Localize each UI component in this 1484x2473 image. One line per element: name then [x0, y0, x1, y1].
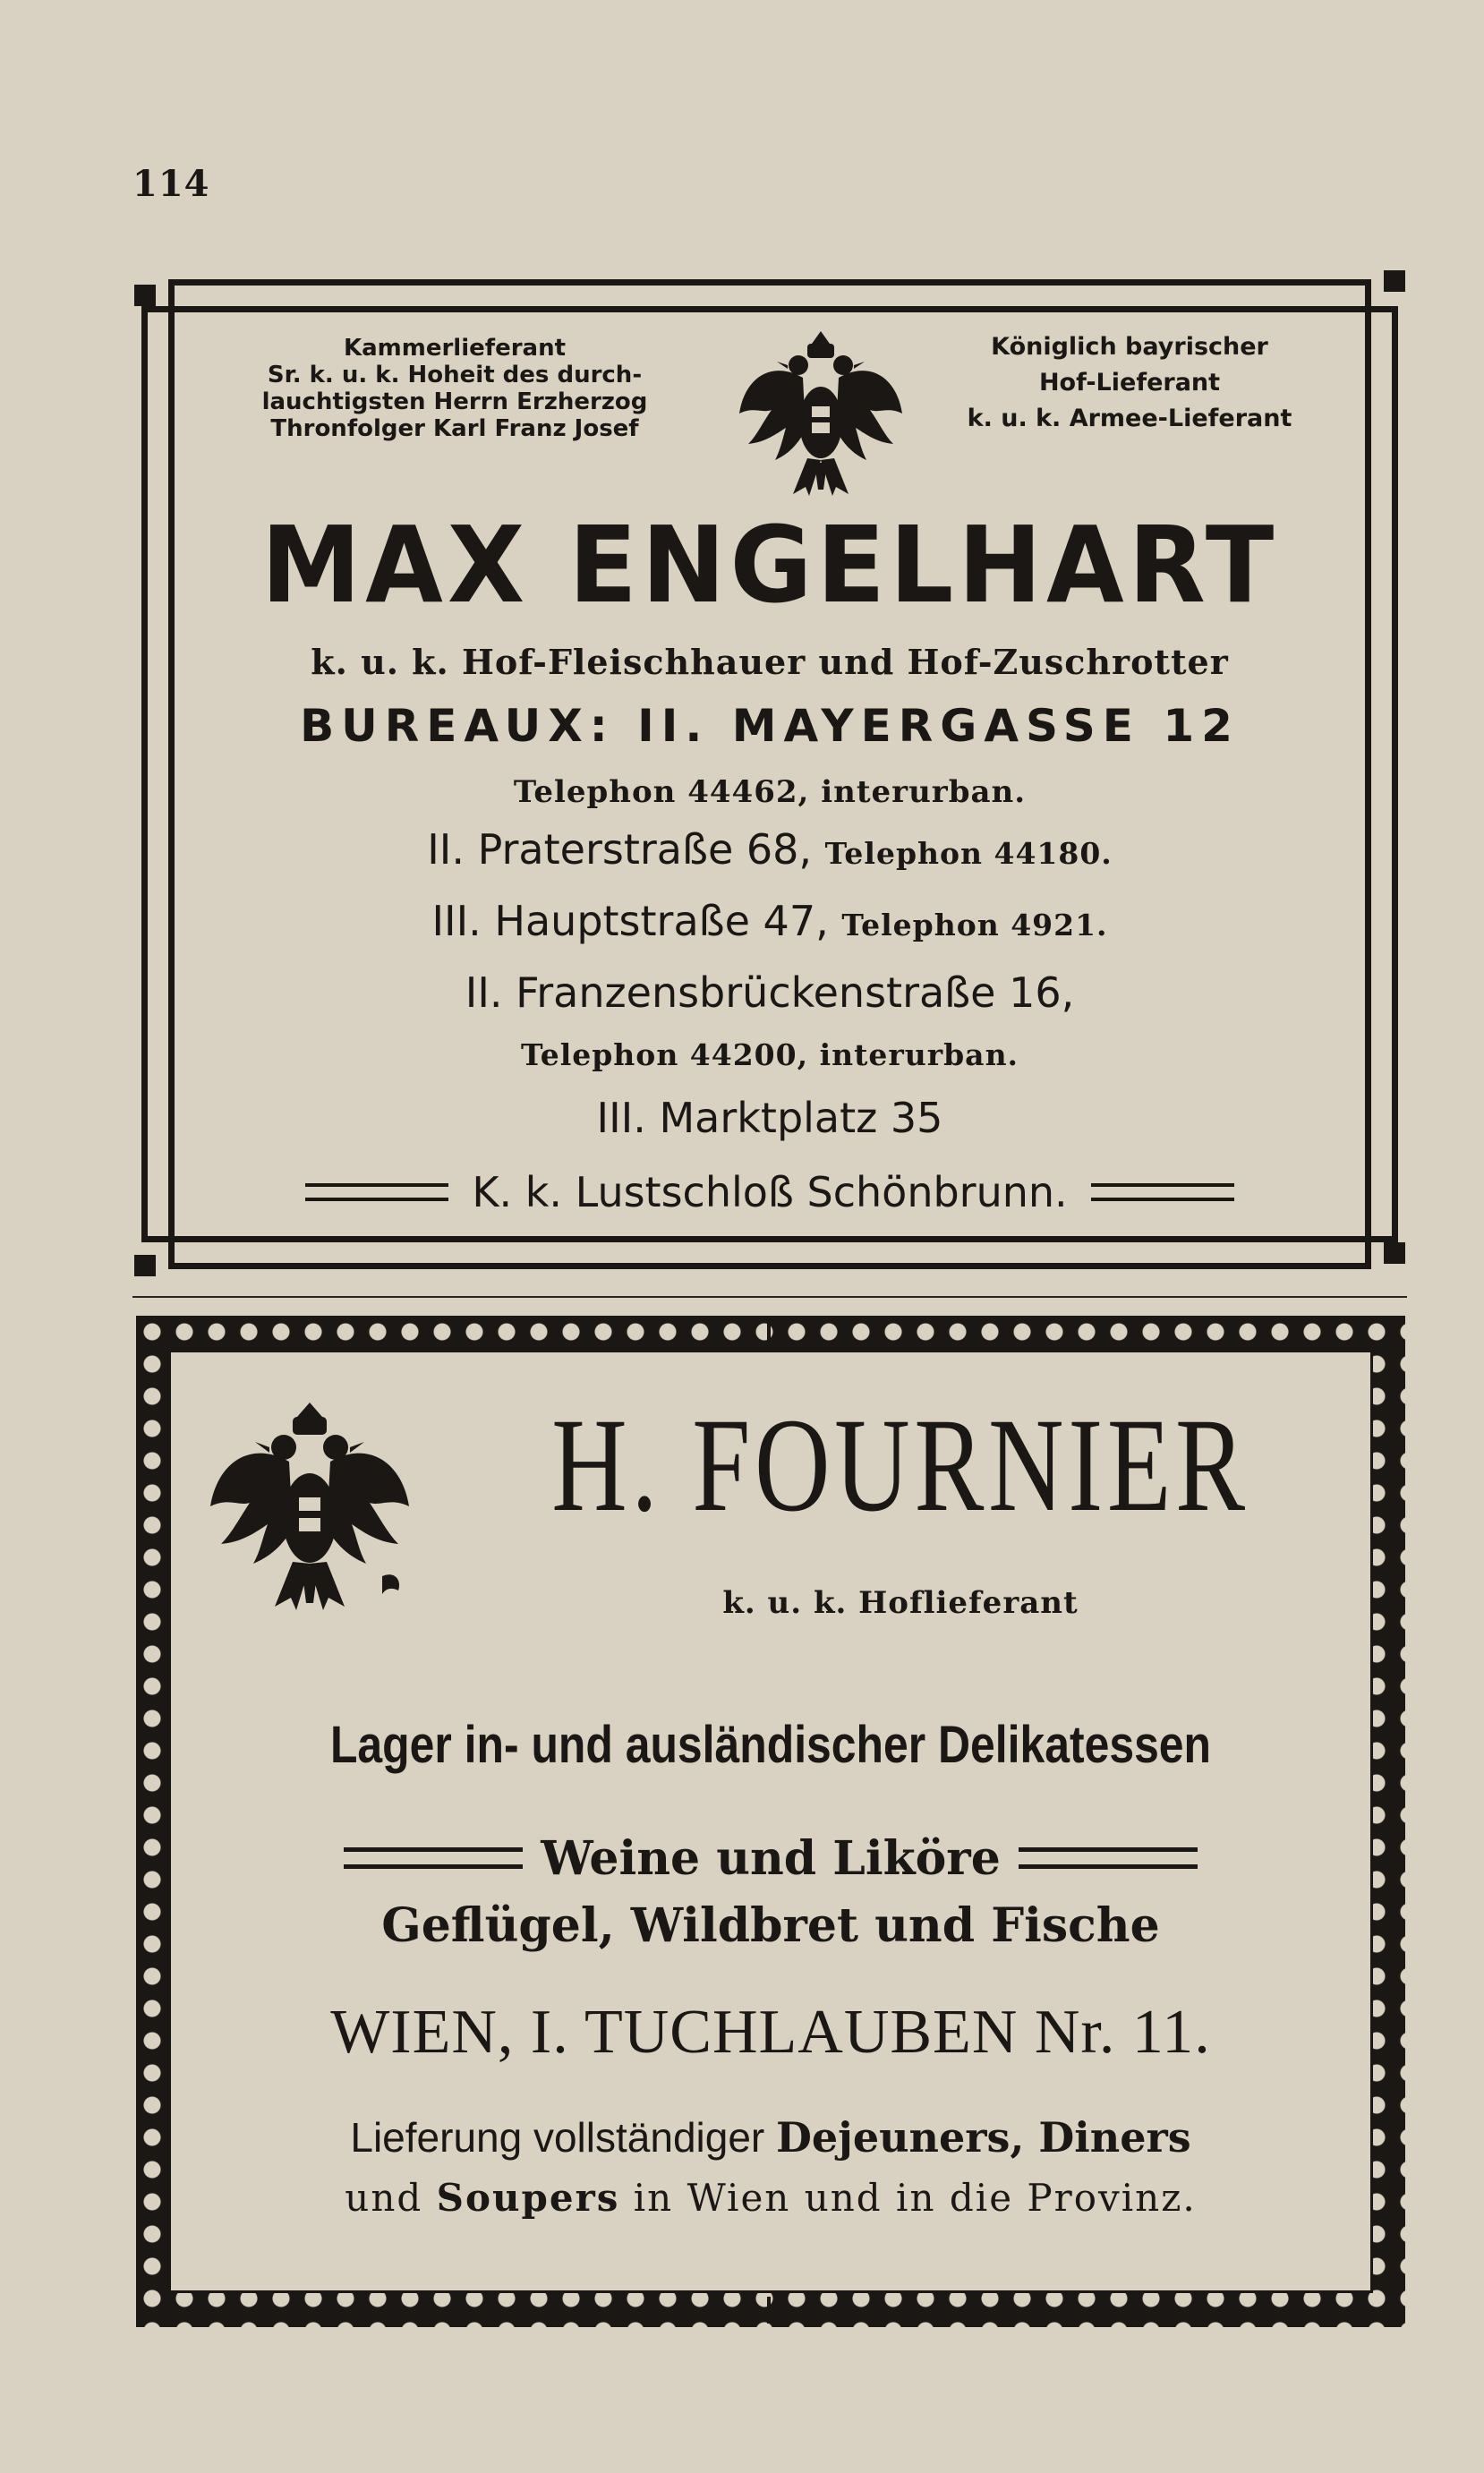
branch-telephone: Telephon 44200, interurban.: [520, 1037, 1019, 1072]
palace-line: [186, 1165, 1353, 1219]
double-rule: [1019, 1847, 1198, 1869]
double-headed-eagle-icon: [207, 1397, 413, 1621]
corner-ornament: [1384, 1242, 1405, 1264]
double-rule: [344, 1847, 523, 1869]
wines-line: [171, 1827, 1370, 1889]
double-rule: [1091, 1183, 1234, 1201]
engelhart-advertisement: [132, 270, 1407, 1278]
purveyor-right-line: k. u. k. Armee-Lieferant: [967, 405, 1292, 432]
firm-name: H. FOURNIER: [551, 1391, 1249, 1539]
branch-telephone: Telephon 4921.: [841, 908, 1108, 942]
wines-label: Weine und Liköre: [541, 1830, 1001, 1886]
border-divider: [767, 1319, 771, 1346]
delivery-text: Lieferung vollständiger: [350, 2114, 765, 2161]
fournier-content: [168, 1350, 1373, 2293]
delivery-emphasis: Soupers: [436, 2176, 620, 2220]
delivery-line: [171, 2113, 1370, 2162]
bureaux-telephone: Telephon 44462, interurban.: [513, 774, 1027, 810]
engelhart-content: [186, 324, 1353, 1224]
purveyor-left-line: Kammerlieferant: [343, 335, 567, 362]
border-divider: [767, 2297, 771, 2324]
poultry-line: Geflügel, Wildbret und Fische: [381, 1898, 1160, 1953]
purveyor-left: [222, 335, 687, 442]
corner-ornament: [134, 1255, 156, 1276]
shop-address: WIEN, I. TUCHLAUBEN Nr. 11.: [330, 1998, 1211, 2067]
corner-ornament: [134, 285, 156, 306]
double-headed-eagle-icon: [736, 324, 906, 503]
delivery-line: [171, 2176, 1370, 2220]
delivery-text: in Wien und in die Provinz.: [633, 2176, 1197, 2220]
branch-line: [186, 897, 1353, 945]
trade-subtitle: k. u. k. Hof-Fleischhauer und Hof-Zuschrotter: [311, 642, 1229, 682]
branch-address: II. Franzensbrückenstraße 16,: [465, 968, 1075, 1017]
purveyor-right-line: Königlich bayrischer: [991, 333, 1268, 361]
delivery-text: und: [345, 2176, 423, 2220]
purveyor-left-line: Thronfolger Karl Franz Josef: [270, 415, 639, 442]
purveyor-left-line: lauchtigsten Herrn Erzherzog: [261, 388, 648, 415]
branch-address: III. Hauptstraße 47,: [431, 897, 829, 945]
branch-address: III. Marktplatz 35: [596, 1094, 943, 1142]
palace-label: K. k. Lustschloß Schönbrunn.: [472, 1168, 1068, 1216]
fournier-advertisement: [136, 1316, 1405, 2327]
firm-name: MAX ENGELHART: [260, 504, 1279, 627]
purveyor-left-line: Sr. k. u. k. Hoheit des durch-: [267, 362, 643, 388]
branch-line: [186, 825, 1353, 874]
branch-address: II. Praterstraße 68,: [427, 825, 813, 874]
corner-ornament: [1384, 270, 1405, 292]
branch-line: [186, 968, 1353, 1017]
double-rule: [305, 1183, 448, 1201]
page-number: 114: [132, 163, 210, 205]
delivery-emphasis: Dejeuners, Diners: [776, 2113, 1191, 2162]
purveyor-right: [906, 329, 1353, 437]
ad-separator: [132, 1296, 1407, 1298]
purveyor-title: k. u. k. Hoflieferant: [722, 1585, 1079, 1621]
stock-line: Lager in- und ausländischer Delikatessen: [329, 1716, 1212, 1774]
bureaux-address: BUREAUX: II. MAYERGASSE 12: [300, 700, 1240, 752]
branch-telephone: Telephon 44180.: [824, 836, 1113, 871]
purveyor-right-line: Hof-Lieferant: [1038, 369, 1221, 397]
